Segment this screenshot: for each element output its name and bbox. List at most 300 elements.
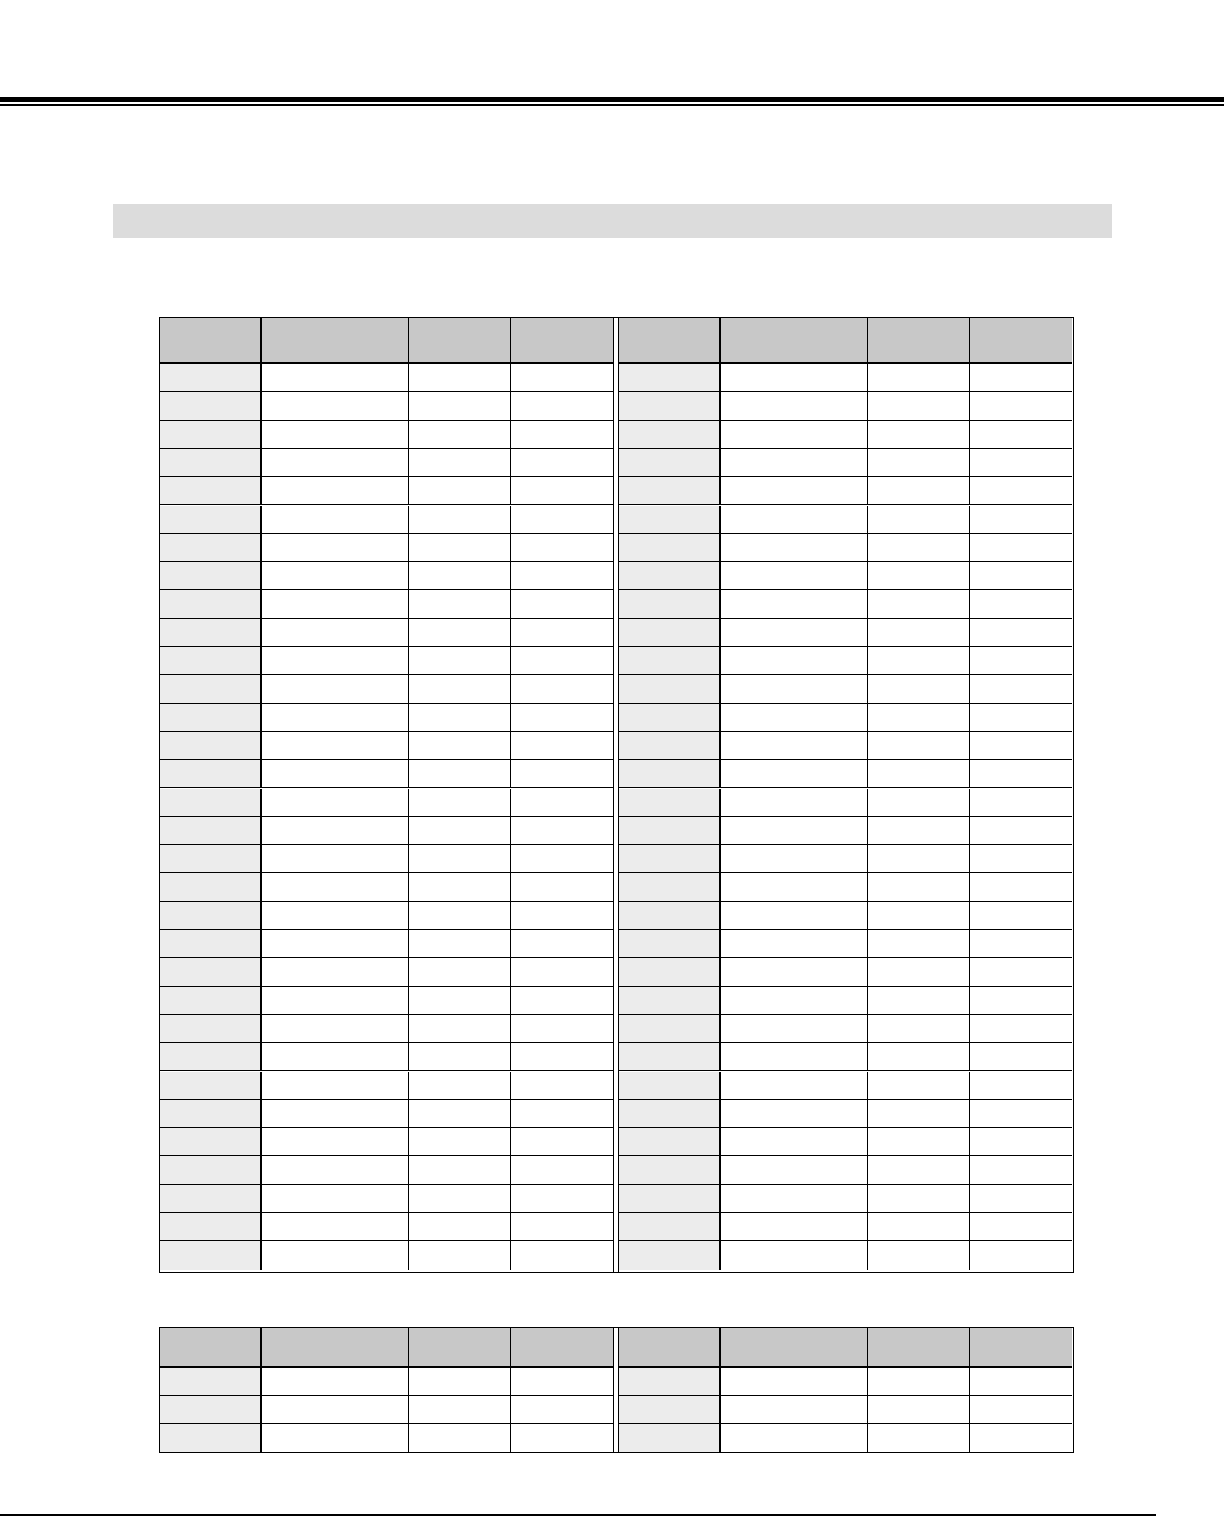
table-cell	[868, 675, 970, 703]
table-cell	[409, 789, 511, 817]
row-label-cell	[160, 675, 262, 703]
row-label-cell	[619, 760, 721, 788]
row-label-cell	[619, 590, 721, 618]
table-cell	[721, 1128, 868, 1156]
table-cell	[868, 902, 970, 930]
table-cell	[721, 930, 868, 958]
table-row	[619, 987, 1072, 1015]
section-heading-bar	[113, 204, 1112, 238]
row-label-cell	[619, 647, 721, 675]
table-cell	[409, 845, 511, 873]
column-header	[262, 318, 409, 364]
table-cell	[262, 562, 409, 590]
table-cell	[409, 704, 511, 732]
table-cell	[721, 647, 868, 675]
table-cell	[721, 873, 868, 901]
table-cell	[409, 873, 511, 901]
table-cell	[970, 958, 1072, 986]
table-cell	[511, 449, 613, 477]
table-cell	[511, 760, 613, 788]
row-label-cell	[619, 704, 721, 732]
table-row	[619, 1100, 1072, 1128]
table-cell	[262, 1072, 409, 1100]
table-cell	[409, 958, 511, 986]
row-label-cell	[160, 506, 262, 534]
table-cell	[409, 647, 511, 675]
table-cell	[409, 506, 511, 534]
table-cell	[970, 1424, 1072, 1452]
table-row	[160, 789, 613, 817]
table-row	[160, 562, 613, 590]
row-label-cell	[619, 449, 721, 477]
row-label-cell	[619, 477, 721, 505]
table-row	[160, 930, 613, 958]
table-row	[619, 647, 1072, 675]
table-cell	[868, 392, 970, 420]
table-row	[160, 1241, 613, 1269]
table-cell	[511, 392, 613, 420]
table-cell	[970, 845, 1072, 873]
row-label-cell	[619, 1128, 721, 1156]
column-header	[970, 1328, 1072, 1368]
table-cell	[409, 1185, 511, 1213]
table-cell	[868, 562, 970, 590]
row-label-cell	[619, 534, 721, 562]
row-label-cell	[619, 1100, 721, 1128]
table-cell	[970, 392, 1072, 420]
table-row	[160, 958, 613, 986]
table-header-row	[160, 318, 613, 364]
table-cell	[511, 1213, 613, 1241]
table-cell	[868, 1156, 970, 1184]
table-cell	[721, 1015, 868, 1043]
table-cell	[262, 1128, 409, 1156]
table-cell	[262, 1100, 409, 1128]
table-row	[619, 873, 1072, 901]
table-cell	[721, 421, 868, 449]
row-label-cell	[619, 421, 721, 449]
table-row	[619, 421, 1072, 449]
table-cell	[262, 1185, 409, 1213]
table-row	[160, 1128, 613, 1156]
table-cell	[721, 1396, 868, 1424]
table-cell	[511, 421, 613, 449]
table-cell	[970, 732, 1072, 760]
table-cell	[721, 449, 868, 477]
column-header	[511, 1328, 613, 1368]
table-cell	[970, 562, 1072, 590]
table-cell	[409, 449, 511, 477]
table-cell	[511, 1043, 613, 1071]
table-row	[160, 1185, 613, 1213]
secondary-table-left	[160, 1328, 613, 1452]
table-header-row	[619, 1328, 1072, 1368]
table-cell	[511, 364, 613, 392]
table-row	[160, 817, 613, 845]
table-cell	[721, 534, 868, 562]
table-cell	[721, 1156, 868, 1184]
table-cell	[970, 1100, 1072, 1128]
table-cell	[970, 675, 1072, 703]
table-cell	[721, 619, 868, 647]
secondary-table-right	[619, 1328, 1072, 1452]
row-label-cell	[619, 1185, 721, 1213]
table-cell	[970, 1043, 1072, 1071]
table-cell	[970, 1241, 1072, 1269]
table-row	[619, 817, 1072, 845]
column-header	[160, 318, 262, 364]
table-cell	[409, 1128, 511, 1156]
table-cell	[511, 477, 613, 505]
table-cell	[970, 704, 1072, 732]
table-cell	[868, 1185, 970, 1213]
row-label-cell	[619, 817, 721, 845]
table-cell	[511, 704, 613, 732]
table-cell	[721, 1368, 868, 1396]
table-row	[619, 1368, 1072, 1396]
table-cell	[262, 1156, 409, 1184]
table-cell	[262, 1043, 409, 1071]
table-cell	[409, 1156, 511, 1184]
row-label-cell	[619, 1424, 721, 1452]
table-cell	[262, 449, 409, 477]
table-cell	[970, 619, 1072, 647]
table-cell	[868, 930, 970, 958]
table-cell	[868, 732, 970, 760]
table-row	[160, 619, 613, 647]
table-cell	[262, 619, 409, 647]
table-row	[619, 789, 1072, 817]
table-cell	[511, 987, 613, 1015]
table-row	[160, 873, 613, 901]
table-cell	[721, 958, 868, 986]
table-cell	[970, 449, 1072, 477]
table-cell	[409, 1424, 511, 1452]
table-cell	[511, 1368, 613, 1396]
table-cell	[721, 364, 868, 392]
table-row	[160, 1015, 613, 1043]
table-cell	[511, 817, 613, 845]
table-cell	[970, 1368, 1072, 1396]
row-label-cell	[619, 1072, 721, 1100]
table-row	[619, 619, 1072, 647]
table-row	[160, 1100, 613, 1128]
table-cell	[868, 1424, 970, 1452]
row-label-cell	[619, 930, 721, 958]
table-cell	[409, 1396, 511, 1424]
table-cell	[262, 873, 409, 901]
table-row	[160, 902, 613, 930]
table-cell	[409, 1043, 511, 1071]
table-cell	[970, 817, 1072, 845]
row-label-cell	[619, 732, 721, 760]
table-cell	[721, 902, 868, 930]
table-cell	[409, 1241, 511, 1269]
table-cell	[511, 1100, 613, 1128]
table-cell	[970, 987, 1072, 1015]
table-row	[619, 534, 1072, 562]
table-row	[160, 647, 613, 675]
table-row	[619, 392, 1072, 420]
row-label-cell	[619, 506, 721, 534]
table-row	[160, 449, 613, 477]
table-cell	[868, 421, 970, 449]
table-row	[160, 845, 613, 873]
row-label-cell	[619, 845, 721, 873]
table-row	[160, 1368, 613, 1396]
table-cell	[409, 1100, 511, 1128]
row-label-cell	[619, 1368, 721, 1396]
row-label-cell	[160, 789, 262, 817]
table-row	[160, 704, 613, 732]
table-cell	[409, 534, 511, 562]
table-cell	[721, 1185, 868, 1213]
table-cell	[721, 675, 868, 703]
row-label-cell	[160, 562, 262, 590]
row-label-cell	[160, 845, 262, 873]
table-cell	[511, 1015, 613, 1043]
table-cell	[868, 817, 970, 845]
table-row	[619, 590, 1072, 618]
table-cell	[262, 789, 409, 817]
table-cell	[721, 590, 868, 618]
row-label-cell	[619, 562, 721, 590]
table-cell	[970, 760, 1072, 788]
row-label-cell	[160, 1128, 262, 1156]
table-cell	[262, 930, 409, 958]
table-cell	[970, 1072, 1072, 1100]
table-row	[619, 704, 1072, 732]
row-label-cell	[160, 1072, 262, 1100]
table-cell	[868, 873, 970, 901]
secondary-table	[159, 1327, 1074, 1453]
row-label-cell	[160, 1424, 262, 1452]
table-cell	[970, 1156, 1072, 1184]
table-row	[619, 1213, 1072, 1241]
row-label-cell	[160, 704, 262, 732]
table-row	[160, 1043, 613, 1071]
table-cell	[868, 619, 970, 647]
table-row	[619, 760, 1072, 788]
table-cell	[511, 902, 613, 930]
table-cell	[970, 1128, 1072, 1156]
row-label-cell	[160, 817, 262, 845]
table-cell	[409, 675, 511, 703]
table-cell	[262, 902, 409, 930]
table-row	[160, 421, 613, 449]
column-header	[619, 1328, 721, 1368]
table-cell	[970, 789, 1072, 817]
table-cell	[511, 675, 613, 703]
table-cell	[409, 619, 511, 647]
table-cell	[409, 562, 511, 590]
table-cell	[868, 477, 970, 505]
row-label-cell	[160, 421, 262, 449]
row-label-cell	[619, 1043, 721, 1071]
table-row	[619, 958, 1072, 986]
column-header	[409, 318, 511, 364]
table-cell	[868, 1213, 970, 1241]
row-label-cell	[160, 1156, 262, 1184]
table-header-row	[619, 318, 1072, 364]
table-row	[619, 1241, 1072, 1269]
table-row	[160, 1396, 613, 1424]
table-row	[160, 392, 613, 420]
main-table-right	[619, 318, 1072, 1272]
table-cell	[409, 1213, 511, 1241]
table-cell	[262, 1241, 409, 1269]
table-cell	[970, 534, 1072, 562]
row-label-cell	[160, 647, 262, 675]
row-label-cell	[160, 987, 262, 1015]
table-cell	[511, 1128, 613, 1156]
row-label-cell	[619, 1213, 721, 1241]
column-header	[619, 318, 721, 364]
table-cell	[868, 1100, 970, 1128]
table-cell	[868, 1072, 970, 1100]
table-row	[160, 987, 613, 1015]
table-cell	[409, 590, 511, 618]
table-cell	[970, 647, 1072, 675]
table-cell	[868, 1128, 970, 1156]
column-header	[970, 318, 1072, 364]
table-cell	[721, 1100, 868, 1128]
table-row	[160, 1072, 613, 1100]
table-cell	[262, 364, 409, 392]
row-label-cell	[160, 930, 262, 958]
row-label-cell	[160, 873, 262, 901]
table-cell	[511, 1396, 613, 1424]
row-label-cell	[160, 760, 262, 788]
table-cell	[721, 392, 868, 420]
table-cell	[868, 1241, 970, 1269]
table-cell	[511, 619, 613, 647]
table-cell	[262, 506, 409, 534]
table-cell	[721, 477, 868, 505]
table-cell	[970, 421, 1072, 449]
table-cell	[970, 1015, 1072, 1043]
row-label-cell	[619, 364, 721, 392]
table-cell	[409, 760, 511, 788]
table-cell	[721, 817, 868, 845]
table-row	[619, 477, 1072, 505]
table-cell	[721, 506, 868, 534]
row-label-cell	[160, 958, 262, 986]
table-cell	[262, 958, 409, 986]
table-row	[619, 845, 1072, 873]
table-cell	[511, 1072, 613, 1100]
row-label-cell	[160, 449, 262, 477]
row-label-cell	[160, 364, 262, 392]
table-cell	[721, 987, 868, 1015]
table-cell	[262, 732, 409, 760]
table-cell	[970, 590, 1072, 618]
table-row	[160, 364, 613, 392]
row-label-cell	[160, 732, 262, 760]
table-cell	[970, 873, 1072, 901]
table-cell	[970, 506, 1072, 534]
row-label-cell	[160, 619, 262, 647]
table-cell	[262, 1396, 409, 1424]
row-label-cell	[160, 1043, 262, 1071]
row-label-cell	[160, 392, 262, 420]
table-cell	[868, 1368, 970, 1396]
table-row	[160, 760, 613, 788]
table-header-row	[160, 1328, 613, 1368]
table-cell	[511, 562, 613, 590]
table-row	[160, 477, 613, 505]
header-rule-thick	[0, 97, 1224, 102]
table-cell	[868, 958, 970, 986]
row-label-cell	[160, 1396, 262, 1424]
column-header	[262, 1328, 409, 1368]
column-header	[511, 318, 613, 364]
table-row	[160, 1424, 613, 1452]
table-row	[619, 449, 1072, 477]
table-cell	[511, 1424, 613, 1452]
table-row	[619, 1156, 1072, 1184]
table-cell	[721, 1043, 868, 1071]
table-row	[619, 364, 1072, 392]
table-cell	[970, 477, 1072, 505]
column-header	[721, 318, 868, 364]
table-row	[619, 1128, 1072, 1156]
table-cell	[721, 845, 868, 873]
table-cell	[262, 1424, 409, 1452]
table-cell	[262, 1368, 409, 1396]
table-cell	[511, 506, 613, 534]
table-cell	[868, 449, 970, 477]
table-cell	[721, 562, 868, 590]
table-cell	[868, 1015, 970, 1043]
row-label-cell	[619, 1241, 721, 1269]
table-cell	[868, 590, 970, 618]
table-cell	[262, 534, 409, 562]
row-label-cell	[160, 902, 262, 930]
table-row	[160, 732, 613, 760]
row-label-cell	[160, 1213, 262, 1241]
table-cell	[511, 1156, 613, 1184]
table-row	[160, 590, 613, 618]
table-row	[619, 930, 1072, 958]
row-label-cell	[619, 873, 721, 901]
table-row	[619, 1015, 1072, 1043]
table-cell	[262, 590, 409, 618]
table-cell	[970, 1396, 1072, 1424]
footer-rule	[0, 1514, 1156, 1516]
table-cell	[409, 364, 511, 392]
table-cell	[721, 760, 868, 788]
table-cell	[721, 1213, 868, 1241]
row-label-cell	[619, 1396, 721, 1424]
row-label-cell	[160, 590, 262, 618]
table-cell	[721, 789, 868, 817]
table-cell	[409, 902, 511, 930]
column-header	[868, 318, 970, 364]
table-row	[160, 506, 613, 534]
table-row	[160, 534, 613, 562]
table-cell	[262, 704, 409, 732]
table-row	[619, 1424, 1072, 1452]
row-label-cell	[160, 1368, 262, 1396]
table-cell	[409, 421, 511, 449]
row-label-cell	[619, 619, 721, 647]
main-table-left	[160, 318, 613, 1272]
table-cell	[409, 1072, 511, 1100]
column-header	[409, 1328, 511, 1368]
table-cell	[262, 817, 409, 845]
table-cell	[511, 647, 613, 675]
